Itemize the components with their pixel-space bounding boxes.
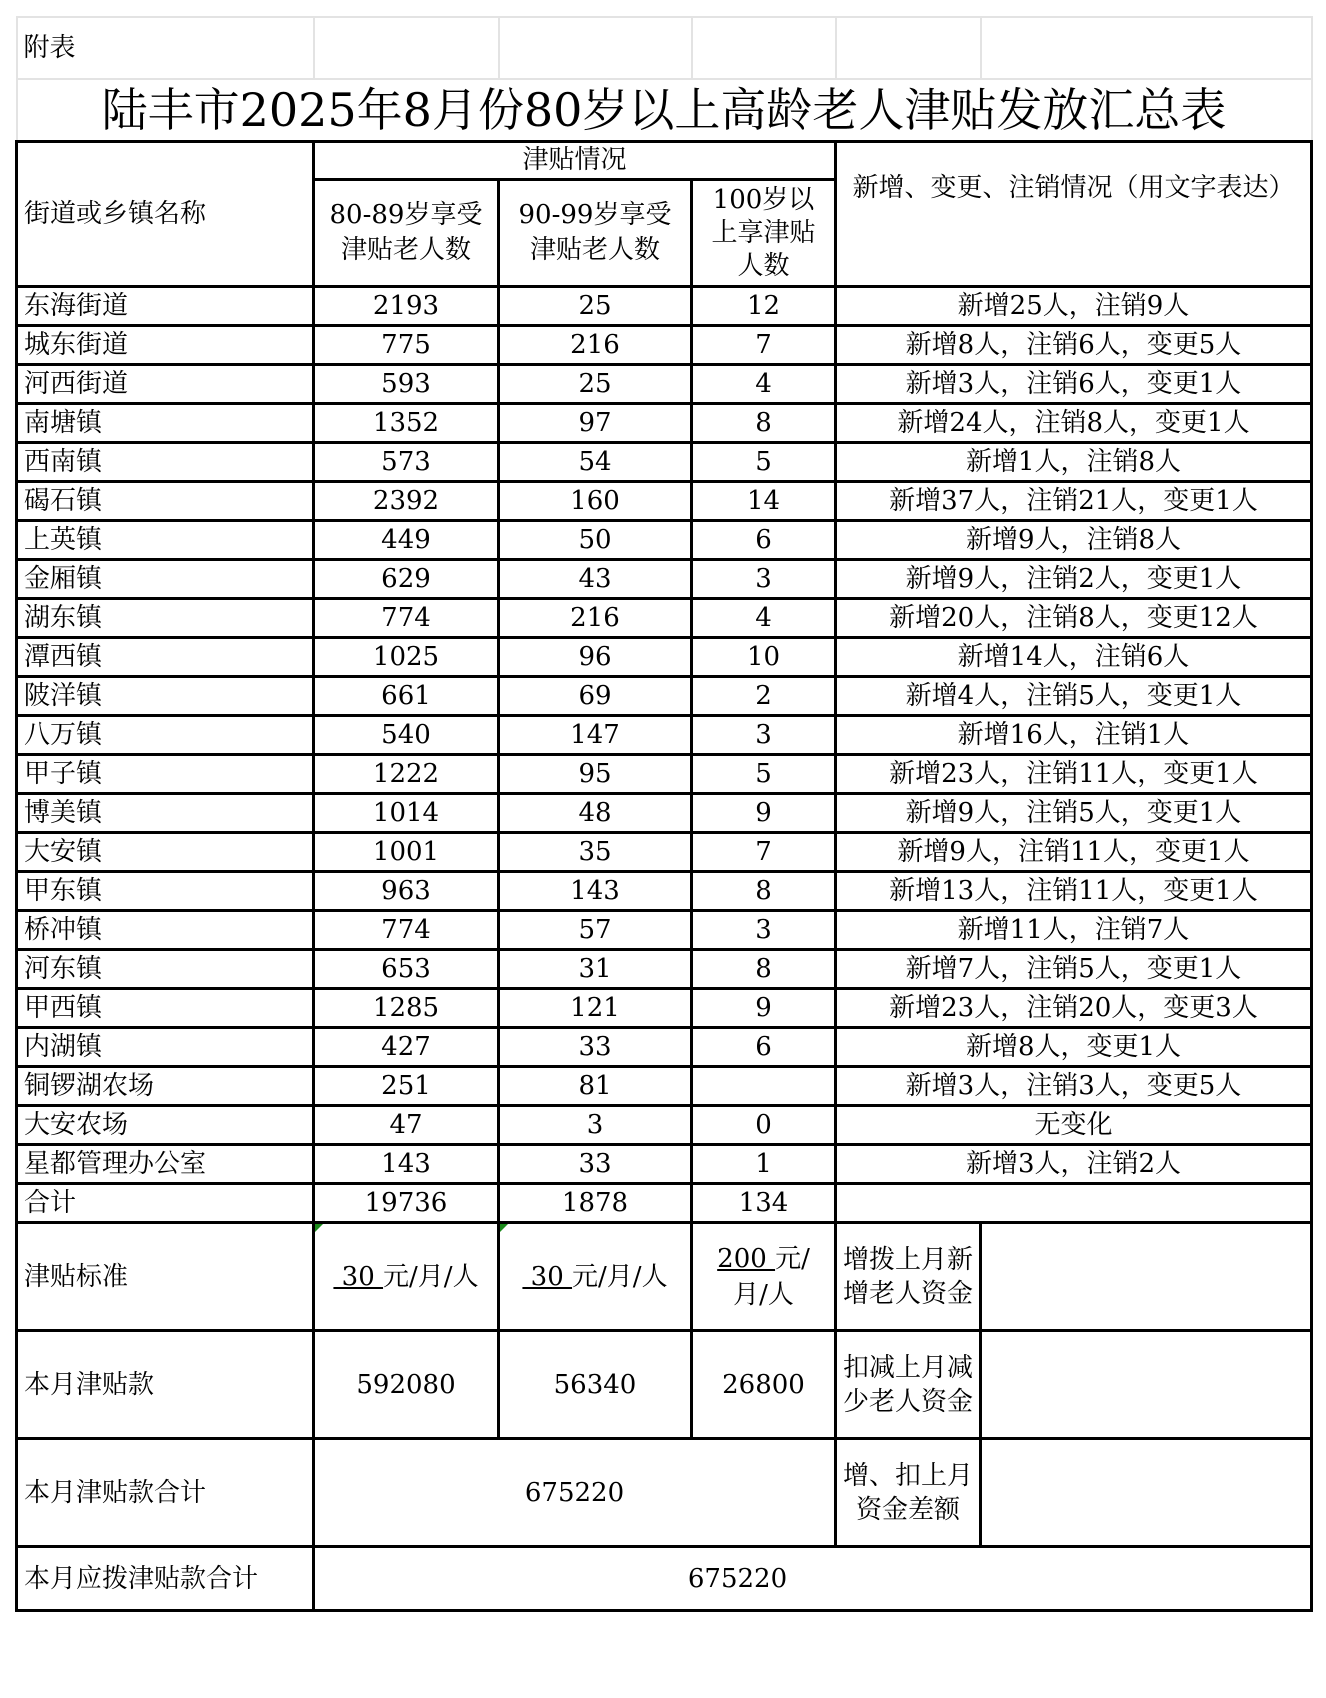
table-row [17, 365, 1312, 404]
row-changes[interactable]: 新增9人，注销5人，变更1人 [836, 794, 1312, 833]
row-100-plus[interactable]: 4 [692, 599, 836, 638]
header-changes[interactable]: 新增、变更、注销情况（用文字表达） [836, 142, 1312, 287]
row-name[interactable]: 八万镇 [17, 716, 314, 755]
row-80-89[interactable]: 540 [314, 716, 499, 755]
header-group-subsidy[interactable]: 津贴情况 [314, 142, 836, 180]
table-row [17, 599, 1312, 638]
row-90-99[interactable]: 69 [499, 677, 692, 716]
table-row [17, 1028, 1312, 1067]
monthly-label[interactable]: 本月津贴款 [17, 1331, 314, 1439]
row-80-89[interactable]: 1285 [314, 989, 499, 1028]
table-row [17, 482, 1312, 521]
row-100-plus[interactable]: 3 [692, 911, 836, 950]
standard-100-unit: 元/月/人 [733, 1243, 810, 1310]
total-label[interactable]: 合计 [17, 1184, 314, 1223]
table-row [17, 638, 1312, 677]
row-90-99[interactable]: 121 [499, 989, 692, 1028]
row-name[interactable]: 甲西镇 [17, 989, 314, 1028]
row-changes[interactable]: 新增24人，注销8人，变更1人 [836, 404, 1312, 443]
row-80-89[interactable]: 653 [314, 950, 499, 989]
table-row [17, 1106, 1312, 1145]
row-90-99[interactable]: 216 [499, 326, 692, 365]
row-90-99[interactable]: 95 [499, 755, 692, 794]
row-changes[interactable]: 新增9人，注销2人，变更1人 [836, 560, 1312, 599]
row-name[interactable]: 星都管理办公室 [17, 1145, 314, 1184]
row-90-99[interactable]: 3 [499, 1106, 692, 1145]
summary-table [15, 16, 1313, 1612]
total-changes[interactable] [836, 1184, 1312, 1223]
monthly-total-label[interactable]: 本月津贴款合计 [17, 1439, 314, 1547]
row-80-89[interactable]: 1014 [314, 794, 499, 833]
row-80-89[interactable]: 2193 [314, 287, 499, 326]
row-name[interactable]: 铜锣湖农场 [17, 1067, 314, 1106]
row-90-99[interactable]: 97 [499, 404, 692, 443]
row-name[interactable]: 东海街道 [17, 287, 314, 326]
header-100-plus[interactable]: 100岁以上享津贴人数 [692, 180, 836, 287]
row-90-99[interactable]: 54 [499, 443, 692, 482]
added-funds-label[interactable]: 增拨上月新增老人资金 [836, 1223, 981, 1331]
row-100-plus[interactable]: 7 [692, 833, 836, 872]
table-row [17, 989, 1312, 1028]
row-80-89[interactable]: 1025 [314, 638, 499, 677]
row-100-plus[interactable]: 8 [692, 404, 836, 443]
row-changes[interactable]: 新增23人，注销20人，变更3人 [836, 989, 1312, 1028]
row-80-89[interactable]: 143 [314, 1145, 499, 1184]
row-changes[interactable]: 新增8人，变更1人 [836, 1028, 1312, 1067]
row-changes[interactable]: 新增9人，注销11人，变更1人 [836, 833, 1312, 872]
table-row [17, 833, 1312, 872]
row-90-99[interactable]: 33 [499, 1028, 692, 1067]
row-100-plus[interactable]: 1 [692, 1145, 836, 1184]
row-90-99[interactable]: 48 [499, 794, 692, 833]
payable-total-label[interactable]: 本月应拨津贴款合计 [17, 1547, 314, 1611]
empty-cell[interactable] [499, 17, 692, 79]
row-80-89[interactable]: 427 [314, 1028, 499, 1067]
payable-total-value[interactable]: 675220 [314, 1547, 1312, 1611]
row-90-99[interactable]: 216 [499, 599, 692, 638]
row-changes[interactable]: 新增16人，注销1人 [836, 716, 1312, 755]
funds-difference-value[interactable] [981, 1439, 1312, 1547]
header-80-89[interactable]: 80-89岁享受津贴老人数 [314, 180, 499, 287]
row-90-99[interactable]: 143 [499, 872, 692, 911]
monthly-100-plus[interactable]: 26800 [692, 1331, 836, 1439]
row-changes[interactable]: 新增23人，注销11人，变更1人 [836, 755, 1312, 794]
table-row [17, 404, 1312, 443]
table-row [17, 326, 1312, 365]
row-name[interactable]: 城东街道 [17, 326, 314, 365]
row-80-89[interactable]: 251 [314, 1067, 499, 1106]
total-100-plus[interactable]: 134 [692, 1184, 836, 1223]
standard-100-amount: 200 [717, 1243, 776, 1274]
table-row [17, 677, 1312, 716]
row-changes[interactable]: 新增3人，注销2人 [836, 1145, 1312, 1184]
row-changes[interactable]: 新增25人，注销9人 [836, 287, 1312, 326]
row-100-plus[interactable]: 7 [692, 326, 836, 365]
empty-cell[interactable] [692, 17, 836, 79]
standard-80-89-unit: 元/月/人 [383, 1261, 479, 1292]
table-row [17, 1145, 1312, 1184]
row-100-plus[interactable]: 6 [692, 521, 836, 560]
row-90-99[interactable]: 25 [499, 365, 692, 404]
table-row [17, 521, 1312, 560]
row-changes[interactable]: 新增4人，注销5人，变更1人 [836, 677, 1312, 716]
monthly-80-89[interactable]: 592080 [314, 1331, 499, 1439]
monthly-90-99[interactable]: 56340 [499, 1331, 692, 1439]
row-90-99[interactable]: 96 [499, 638, 692, 677]
row-100-plus[interactable]: 0 [692, 1106, 836, 1145]
row-80-89[interactable]: 1001 [314, 833, 499, 872]
added-funds-value[interactable] [981, 1223, 1312, 1331]
deducted-funds-label[interactable]: 扣减上月减少老人资金 [836, 1331, 981, 1439]
total-90-99[interactable]: 1878 [499, 1184, 692, 1223]
empty-cell[interactable] [981, 17, 1312, 79]
row-90-99[interactable]: 43 [499, 560, 692, 599]
row-80-89[interactable]: 2392 [314, 482, 499, 521]
row-100-plus[interactable]: 9 [692, 989, 836, 1028]
table-row [17, 1067, 1312, 1106]
annex-label[interactable]: 附表 [17, 17, 314, 79]
row-changes[interactable]: 新增7人，注销5人，变更1人 [836, 950, 1312, 989]
row-changes[interactable]: 新增3人，注销3人，变更5人 [836, 1067, 1312, 1106]
table-row [17, 872, 1312, 911]
row-100-plus[interactable]: 10 [692, 638, 836, 677]
row-100-plus[interactable]: 9 [692, 794, 836, 833]
row-90-99[interactable]: 33 [499, 1145, 692, 1184]
empty-cell[interactable] [314, 17, 499, 79]
standard-80-89-amount: 30 [333, 1261, 384, 1292]
standard-90-99-amount: 30 [522, 1261, 573, 1292]
row-80-89[interactable]: 629 [314, 560, 499, 599]
header-90-99[interactable]: 90-99岁享受津贴老人数 [499, 180, 692, 287]
row-name[interactable]: 内湖镇 [17, 1028, 314, 1067]
row-name[interactable]: 博美镇 [17, 794, 314, 833]
header-name[interactable]: 街道或乡镇名称 [17, 142, 314, 287]
row-changes[interactable]: 新增13人，注销11人，变更1人 [836, 872, 1312, 911]
row-100-plus[interactable]: 3 [692, 716, 836, 755]
row-80-89[interactable]: 661 [314, 677, 499, 716]
row-80-89[interactable]: 774 [314, 599, 499, 638]
row-90-99[interactable]: 35 [499, 833, 692, 872]
row-changes[interactable]: 无变化 [836, 1106, 1312, 1145]
row-name[interactable]: 甲子镇 [17, 755, 314, 794]
row-80-89[interactable]: 774 [314, 911, 499, 950]
row-name[interactable]: 甲东镇 [17, 872, 314, 911]
table-row [17, 794, 1312, 833]
row-changes[interactable]: 新增14人，注销6人 [836, 638, 1312, 677]
row-name[interactable]: 河西街道 [17, 365, 314, 404]
row-100-plus[interactable]: 8 [692, 872, 836, 911]
row-100-plus[interactable]: 14 [692, 482, 836, 521]
standard-label[interactable]: 津贴标准 [17, 1223, 314, 1331]
funds-difference-label[interactable]: 增、扣上月资金差额 [836, 1439, 981, 1547]
row-80-89[interactable]: 573 [314, 443, 499, 482]
empty-cell[interactable] [836, 17, 981, 79]
row-changes[interactable]: 新增20人，注销8人，变更12人 [836, 599, 1312, 638]
row-name[interactable]: 南塘镇 [17, 404, 314, 443]
row-100-plus[interactable]: 12 [692, 287, 836, 326]
table-row [17, 716, 1312, 755]
row-name[interactable]: 西南镇 [17, 443, 314, 482]
row-100-plus[interactable]: 5 [692, 755, 836, 794]
row-90-99[interactable]: 57 [499, 911, 692, 950]
row-name[interactable]: 大安农场 [17, 1106, 314, 1145]
row-name[interactable]: 上英镇 [17, 521, 314, 560]
row-90-99[interactable]: 160 [499, 482, 692, 521]
row-80-89[interactable]: 775 [314, 326, 499, 365]
spreadsheet [15, 16, 1313, 1612]
monthly-total-value[interactable]: 675220 [314, 1439, 836, 1547]
row-changes[interactable]: 新增3人，注销6人，变更1人 [836, 365, 1312, 404]
row-80-89[interactable]: 449 [314, 521, 499, 560]
row-100-plus[interactable]: 4 [692, 365, 836, 404]
row-100-plus[interactable]: 6 [692, 1028, 836, 1067]
row-80-89[interactable]: 963 [314, 872, 499, 911]
row-80-89[interactable]: 1352 [314, 404, 499, 443]
table-row [17, 755, 1312, 794]
row-100-plus[interactable] [692, 1067, 836, 1106]
row-name[interactable]: 碣石镇 [17, 482, 314, 521]
row-changes[interactable]: 新增8人，注销6人，变更5人 [836, 326, 1312, 365]
row-name[interactable]: 河东镇 [17, 950, 314, 989]
row-80-89[interactable]: 47 [314, 1106, 499, 1145]
row-80-89[interactable]: 593 [314, 365, 499, 404]
standard-90-99-unit: 元/月/人 [572, 1261, 668, 1292]
page-title[interactable]: 陆丰市2025年8月份80岁以上高龄老人津贴发放汇总表 [17, 79, 1312, 142]
row-90-99[interactable]: 147 [499, 716, 692, 755]
row-name[interactable]: 湖东镇 [17, 599, 314, 638]
row-name[interactable]: 桥冲镇 [17, 911, 314, 950]
deducted-funds-value[interactable] [981, 1331, 1312, 1439]
row-name[interactable]: 陂洋镇 [17, 677, 314, 716]
row-100-plus[interactable]: 2 [692, 677, 836, 716]
total-80-89[interactable]: 19736 [314, 1184, 499, 1223]
table-row [17, 911, 1312, 950]
standard-90-99[interactable] [499, 1223, 692, 1331]
table-row [17, 443, 1312, 482]
table-row [17, 950, 1312, 989]
row-80-89[interactable]: 1222 [314, 755, 499, 794]
table-row [17, 287, 1312, 326]
row-name[interactable]: 潭西镇 [17, 638, 314, 677]
row-name[interactable]: 金厢镇 [17, 560, 314, 599]
table-row [17, 560, 1312, 599]
standard-100-plus[interactable] [692, 1223, 836, 1331]
row-90-99[interactable]: 81 [499, 1067, 692, 1106]
row-100-plus[interactable]: 8 [692, 950, 836, 989]
row-changes[interactable]: 新增11人，注销7人 [836, 911, 1312, 950]
row-name[interactable]: 大安镇 [17, 833, 314, 872]
standard-80-89[interactable] [314, 1223, 499, 1331]
row-90-99[interactable]: 31 [499, 950, 692, 989]
row-changes[interactable]: 新增9人，注销8人 [836, 521, 1312, 560]
row-90-99[interactable]: 25 [499, 287, 692, 326]
row-changes[interactable]: 新增1人，注销8人 [836, 443, 1312, 482]
row-100-plus[interactable]: 5 [692, 443, 836, 482]
row-90-99[interactable]: 50 [499, 521, 692, 560]
row-changes[interactable]: 新增37人，注销21人，变更1人 [836, 482, 1312, 521]
row-100-plus[interactable]: 3 [692, 560, 836, 599]
